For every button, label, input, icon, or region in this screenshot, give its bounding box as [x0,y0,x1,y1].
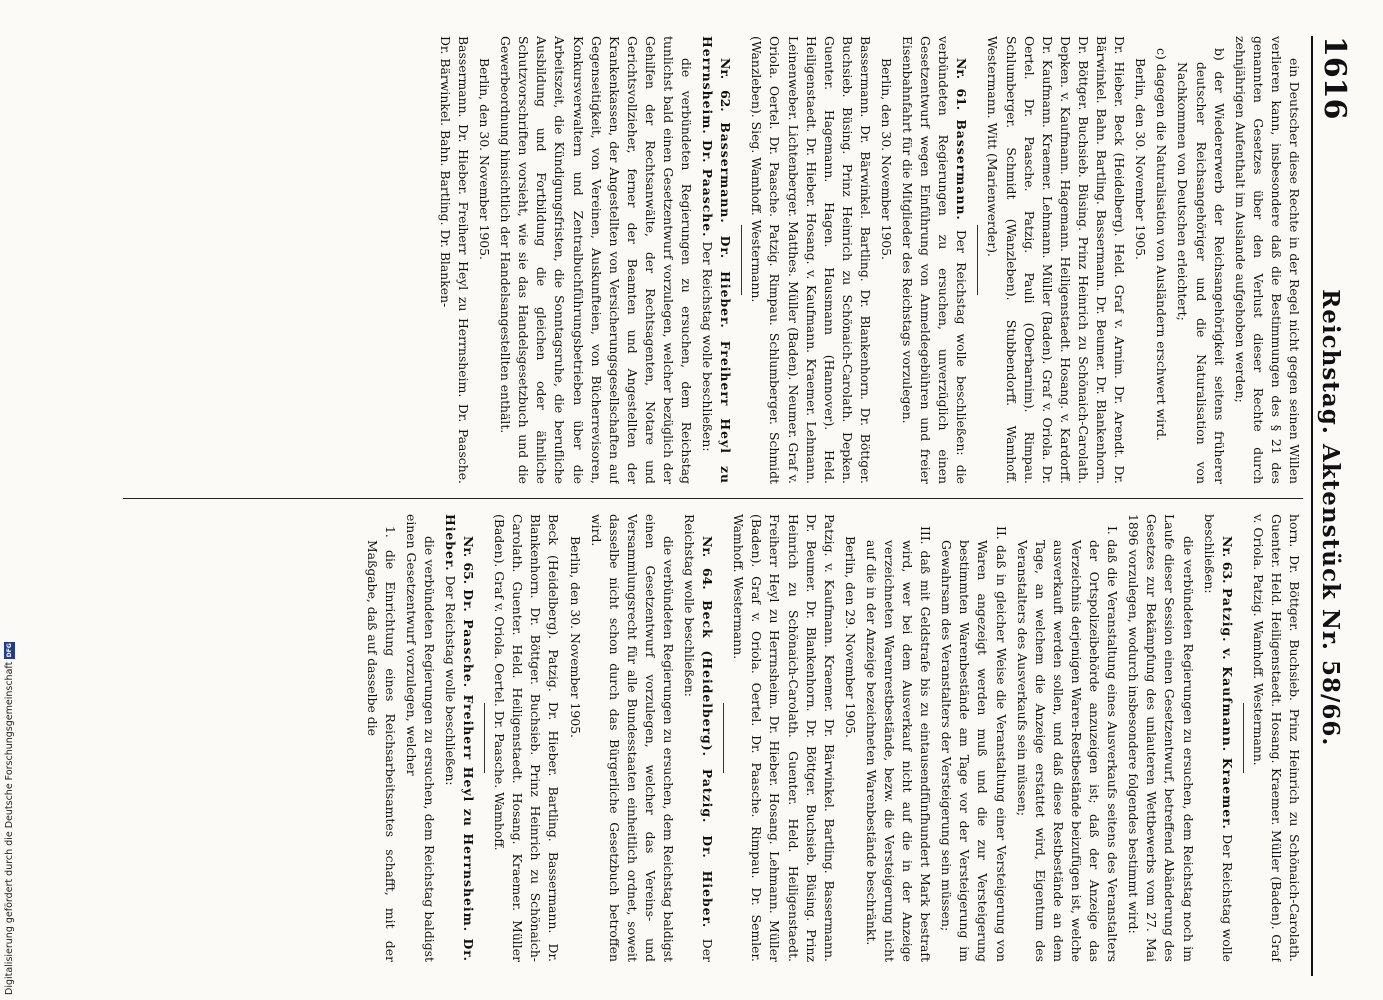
date-line: Berlin, den 30. November 1905. [477,58,493,260]
motion-sponsors: Beck (Heidelberg). Patzig. Dr. Hieber. [700,600,716,929]
date-line: Berlin, den 30. November 1905. [1133,58,1149,260]
date-line: Berlin, den 30. November 1905. [879,58,895,260]
signatories: Bassermann. Dr. Bärwinkel. Bartling. Dr. Blankenhorn. Dr. Böttger. Buchsieb. Büsing. Prinz Heinrich zu Schönaich-Carolath. Depken. Guenter. Hagemann. Hagen. Hausmann (Hannover). Held. Heiligenstaedt. Dr. Hieber. Hosang. v. Kaufmann. Kraemer. Lehmann. Leinenweber. Lichtenberger. Matthes. Müller (Baden). Neumer. Graf v. Oriola. Oertel. Dr. Paasche. Patzig. Rimpau. Schlumberger. Schmidt (Wanzleben). Sieg. Wamhoff. Westermann. [749,36,873,484]
motion-text: die verbündeten Regierungen zu ersuchen, dem Reichstag tunlichst bald einen Gesetzentwurf vorzulegen, welcher bezüglich der Gehilfen der Rechtsanwälte, der Rechtsagenten, Notare und Gerichtsvollzieher, ferner der Beamten und Angestellten der Krankenkassen, der Angestellten von Versicherungsgesellschaften auf Gegenseitigkeit, von Vereinen, Auskunfteien, von Bücherrevisoren, Konkursverwaltern und Zentralbuchführungsbetrieben über die Arbeitszeit, die Kündigungsfristen, die Sonntagsruhe, die berufliche Ausbildung und Fortbildung die gleichen oder ähnliche Schutzvorschriften vorsieht, wie sie das Handelsgesetzbuch und die Gewerbeordnung hinsichtlich der Handelsangestellten enthält. [498,36,695,484]
section-divider [723,703,724,773]
motion-lead: Der Reichstag wolle beschließen: [682,514,716,962]
signatories: Patzig. v. Kaufmann. Kraemer. Dr. Bärwinkel. Bartling. Bassermann. Dr. Beumer. Dr. Blankenhorn. Dr. Böttger. Buchsieb. Büsing. Prinz Heinrich zu Schönaich-Carolath. Guenter. Held. Heiligenstaedt. Freiherr Heyl zu Herrnsheim. Dr. Hieber. Hosang. Lehmann. Müller (Baden). Graf v. Oriola. Oertel. Dr. Paasche. Rimpau. Dr. Semler. Wamhoff. Westermann. [731,514,837,962]
motion-number: Nr. 63. [1219,536,1235,584]
date-line: Berlin, den 30. November 1905. [567,536,583,738]
signatories-continued: horn. Dr. Böttger. Buchsieb. Prinz Heinrich zu Schönaich-Carolath. Guenter. Held. Heiligenstaedt. Hosang. Kraemer. Müller (Baden). Graf v. Oriola. Patzig. Wamhoff. Westermann. [1250,514,1302,962]
section-divider [977,225,978,295]
motion-sponsors: Bassermann. Dr. Hieber. Freiherr Heyl zu Herrnsheim. Dr. Paasche. [700,36,734,484]
column-rule [123,498,1303,499]
digitization-credit-text [4,642,15,995]
motion-heading-61 [898,36,970,484]
motion-lead: Der Reichstag wolle beschließen: [1201,514,1235,962]
running-title: Reichstag. Aktenstück Nr. 58/66. [1317,289,1344,747]
dfg-logo-icon: DFG [6,643,13,658]
motion-sponsors: Patzig. v. Kaufmann. Kraemer. [1219,587,1235,830]
motion-heading-62 [698,36,734,484]
digitization-note: Digitalisierung gefördert durch die Deutsche Forschungsgemeinschaft [4,661,15,995]
list-item-c: c) dagegen die Naturalisation von Ausländern erschwert wird. [1154,48,1170,441]
section-divider [484,703,485,773]
motion-sponsors: Dr. Paasche. Freiherr Heyl zu Herrnsheim. Dr. Hieber. [442,514,477,962]
motion-text: die verbündeten Regierungen zu ersuchen, dem Reichstag baldigst einen Gesetzentwurf vorzulegen, welcher das Vereins- und Versammlungsrecht für alle Bundesstaaten einheitlich ordnet, soweit dasselbe nicht schon durch das Bürgerliche Gesetzbuch betroffen wird. [588,514,676,962]
page-header [1311,36,1363,976]
paragraph: ein Deutscher diese Rechte in der Regel nicht gegen seinen Willen verlieren kann, insbesondere daß die Bestimmungen des § 21 des genannten Gesetzes über den Verlust dieser Rechte durch zehnjährigen Aufenthalt im Auslande aufgehoben werden; [1232,36,1302,484]
motion-heading-65 [441,514,477,962]
motion-text: Der Reichstag wolle beschließen: die verbündeten Regierungen zu ersuchen, unverzüglich einen Gesetzentwurf wegen Einführung von Anmeldegebühren und freier Eisenbahnfahrt für die Mitglieder des Reichstags vorzulegen. [900,36,970,484]
list-item-II: II. daß in gleicher Weise die Veranstaltung einer Versteigerung von Waren angezeigt werden muß und die zur Versteigerung bestimmten Warenbestände am Tage vor der Versteigerung im Gewahrsam des Veranstalters der Versteigerung sein müssen; [939,526,1009,962]
motion-lead: Der Reichstag wolle beschließen: [442,575,458,786]
motion-number: Nr. 61. [954,58,970,111]
motion-heading-64 [680,514,716,962]
list-item-b: b) der Wiedererwerb der Reichsangehörigkeit seitens früherer deutscher Reichsangehöriger und die Naturalisation von Nachkommen von Deutschen erleichtert; [1175,48,1227,484]
left-column [123,36,1303,484]
motion-text: die verbündeten Regierungen zu ersuchen, dem Reichstag noch im Laufe dieser Session einen Gesetzentwurf, betreffend Abänderung des Gesetzes zur Bekämpfung des unlauteren Wettbewerbs vom 27. Mai 1896 vorzulegen, wodurch insbesondere folgendes bestimmt wird: [1126,514,1196,962]
signatories: Dr. Hieber. Beck (Heidelberg). Held. Graf v. Arnim. Dr. Arendt. Dr. Bärwinkel. Bahn. Bartling. Bassermann. Dr. Beumer. Dr. Blankenhorn. Dr. Böttger. Buchsieb. Büsing. Prinz Heinrich zu Schönaich-Carolath. Depken. v. Kaufmann. Hagemann. Heiligenstaedt. Hosang. v. Kardorff. Dr. Kaufmann. Kraemer. Lehmann. Müller (Baden). Graf v. Oriola. Dr. Oertel. Dr. Paasche. Patzig. Pauli (Oberbarnim). Rimpau. Schlumberger. Schmidt (Wanzleben). Stubbendorff. Wamhoff. Westermann. Witt (Marienwerder). [985,36,1128,484]
list-item-1: 1. die Einrichtung eines Reichsarbeitsamtes schafft, mit der Maßgabe, daß auf dasselbe die [364,526,398,962]
motion-sponsor: Bassermann. [954,119,970,221]
date-line: Berlin, den 29. November 1905. [842,536,858,738]
motion-number: Nr. 65. [461,536,477,585]
motion-heading-63 [1200,514,1236,962]
list-item-III: III. daß mit Geldstrafe bis zu eintausendfünfhundert Mark bestraft wird, wer bei dem Ausverkauf nicht auf die in der Anzeige verzeichneten Warenrestbestände, bezw. die Versteigerung nicht auf die in der Anzeige bezeichneten Warenbestände beschränkt. [863,526,934,962]
section-divider [1243,703,1244,773]
page-number: 1616 [1317,36,1352,120]
section-divider [741,225,742,295]
motion-lead: Der Reichstag wolle beschließen: [700,241,716,452]
motion-number: Nr. 64. [700,536,716,590]
right-column [123,514,1303,962]
page-content [93,36,1383,976]
motion-number: Nr. 62. [718,58,734,112]
signatories: Bassermann. Dr. Hieber. Freiherr Heyl zu Herrnsheim. Dr. Paasche. Dr. Bärwinkel. Bahn. Bartling. Dr. Blanken- [437,36,471,484]
signatories: Beck (Heidelberg). Patzig. Dr. Hieber. Bartling. Bassermann. Dr. Blankenhorn. Dr. Böttger. Buchsieb. Prinz Heinrich zu Schönaich-Carolath. Guenter. Held. Heiligenstaedt. Hosang. Kraemer. Müller (Baden). Graf v. Oriola. Oertel. Dr. Paasche. Wamhoff. [492,514,562,962]
motion-text: die verbündeten Regierungen zu ersuchen, dem Reichstag baldigst einen Gesetzentwurf vorzulegen, welcher [403,514,437,962]
list-item-I: I. daß die Veranstaltung eines Ausverkaufs seitens des Veranstalters der Ortspolizeibehörde anzuzeigen ist; daß der Anzeige das Verzeichnis derjenigen Waren-Restbestände beizufügen ist, welche ausverkauft werden sollen, und daß diese Restbestände an dem Tage, an welchem die Anzeige erstattet wird, Eigentum des Veranstalters des Ausverkaufs sein müssen; [1014,526,1121,962]
